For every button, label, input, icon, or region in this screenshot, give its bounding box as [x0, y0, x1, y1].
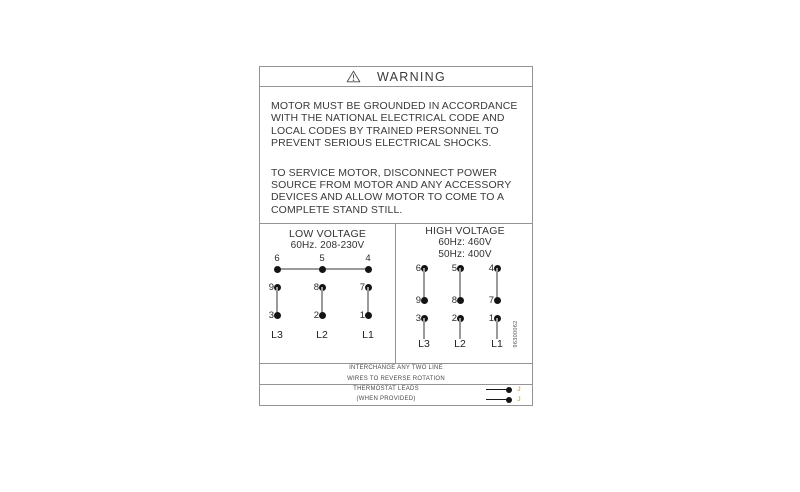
- warning-header: [260, 67, 532, 87]
- lv-terminal-number: 1: [359, 309, 365, 321]
- hv-terminal-number: 8: [451, 294, 457, 306]
- lv-terminal-dot-6: [274, 266, 281, 273]
- hv-terminal-number: 9: [415, 294, 421, 306]
- lv-line-label: L2: [316, 329, 328, 341]
- lv-terminal-dot-3: [274, 312, 281, 319]
- text-line: WITH THE NATIONAL ELECTRICAL CODE AND: [271, 112, 505, 125]
- thermostat-lead-label-2: J: [517, 395, 521, 403]
- hv-terminal-dot-9: [421, 297, 428, 304]
- thermostat-note-line2: (WHEN PROVIDED): [356, 396, 416, 402]
- lv-terminal-dot-4: [365, 266, 372, 273]
- lv-line-label: L3: [271, 329, 283, 341]
- lv-terminal-number: 3: [268, 309, 274, 321]
- text-line: LOCAL CODES BY TRAINED PERSONNEL TO: [271, 124, 499, 137]
- lv-terminal-number: 8: [313, 281, 319, 293]
- service-warning-paragraph: [271, 167, 511, 217]
- grounding-warning-paragraph: [271, 100, 517, 150]
- text-line: SOURCE FROM MOTOR AND ANY ACCESSORY: [271, 178, 512, 191]
- interchange-note-line1: INTERCHANGE ANY TWO LINE: [349, 365, 443, 371]
- warning-triangle-icon: [346, 70, 361, 83]
- thermostat-lead-label-1: J: [517, 385, 521, 393]
- lv-terminal-dot-1: [365, 312, 372, 319]
- hv-terminal-number: 6: [415, 262, 421, 274]
- lv-terminal-number: 4: [365, 252, 371, 264]
- text-line: MOTOR MUST BE GROUNDED IN ACCORDANCE: [271, 100, 518, 112]
- high-voltage-subtitle-50hz: 50Hz: 400V: [438, 248, 492, 260]
- hv-line-label: L3: [418, 338, 430, 350]
- lv-terminal-number: 2: [313, 309, 319, 321]
- lv-line-label: L1: [362, 329, 374, 341]
- hv-terminal-number: 5: [451, 262, 457, 274]
- lv-terminal-number: 9: [268, 281, 274, 293]
- hv-terminal-dot-7: [494, 297, 501, 304]
- hv-terminal-dot-8: [457, 297, 464, 304]
- hv-line-label: L1: [491, 338, 503, 350]
- thermostat-lead-dot-1: [506, 387, 512, 393]
- thermostat-lead-line-1: [486, 389, 507, 391]
- hv-terminal-number: 2: [451, 312, 457, 324]
- text-line: PREVENT SERIOUS ELECTRICAL SHOCKS.: [271, 137, 492, 150]
- low-voltage-title: LOW VOLTAGE: [288, 228, 367, 240]
- lv-connector-7-1: [367, 287, 368, 315]
- interchange-note-line2: WIRES TO REVERSE ROTATION: [347, 376, 445, 382]
- lv-terminal-dot-2: [319, 312, 326, 319]
- hv-connector-5-8: [459, 268, 460, 300]
- hv-lead-3-L3: [423, 318, 424, 339]
- thermostat-lead-dot-2: [506, 397, 512, 403]
- high-voltage-title: HIGH VOLTAGE: [425, 224, 505, 237]
- text-line: COMPLETE STAND STILL.: [271, 203, 403, 216]
- hv-terminal-number: 1: [488, 312, 494, 324]
- lv-terminal-number: 6: [274, 252, 280, 264]
- lv-connector-9-3: [276, 287, 277, 315]
- lv-terminal-number: 5: [319, 252, 325, 264]
- high-voltage-subtitle-60hz: 60Hz: 460V: [438, 236, 492, 248]
- hv-lead-2-L2: [459, 318, 460, 339]
- thermostat-lead-line-2: [486, 399, 507, 401]
- hv-terminal-number: 4: [488, 262, 494, 274]
- hv-terminal-number: 3: [415, 312, 421, 324]
- hv-line-label: L2: [454, 338, 466, 350]
- part-number: 96300062: [513, 320, 519, 348]
- voltage-column-divider: [395, 223, 396, 363]
- hv-connector-4-7: [496, 268, 497, 300]
- text-line: DEVICES AND ALLOW MOTOR TO COME TO A: [271, 191, 505, 204]
- lv-terminal-dot-5: [319, 266, 326, 273]
- hv-lead-1-L1: [496, 318, 497, 339]
- warning-title: WARNING: [376, 69, 447, 84]
- hv-connector-6-9: [423, 268, 424, 300]
- lv-connector-8-2: [321, 287, 322, 315]
- lv-terminal-number: 7: [359, 281, 365, 293]
- motor-warning-label: [259, 66, 533, 406]
- thermostat-note-line1: THERMOSTAT LEADS: [353, 386, 419, 392]
- text-line: TO SERVICE MOTOR, DISCONNECT POWER: [271, 166, 498, 179]
- hv-terminal-number: 7: [488, 294, 494, 306]
- low-voltage-subtitle: 60Hz. 208-230V: [290, 239, 365, 251]
